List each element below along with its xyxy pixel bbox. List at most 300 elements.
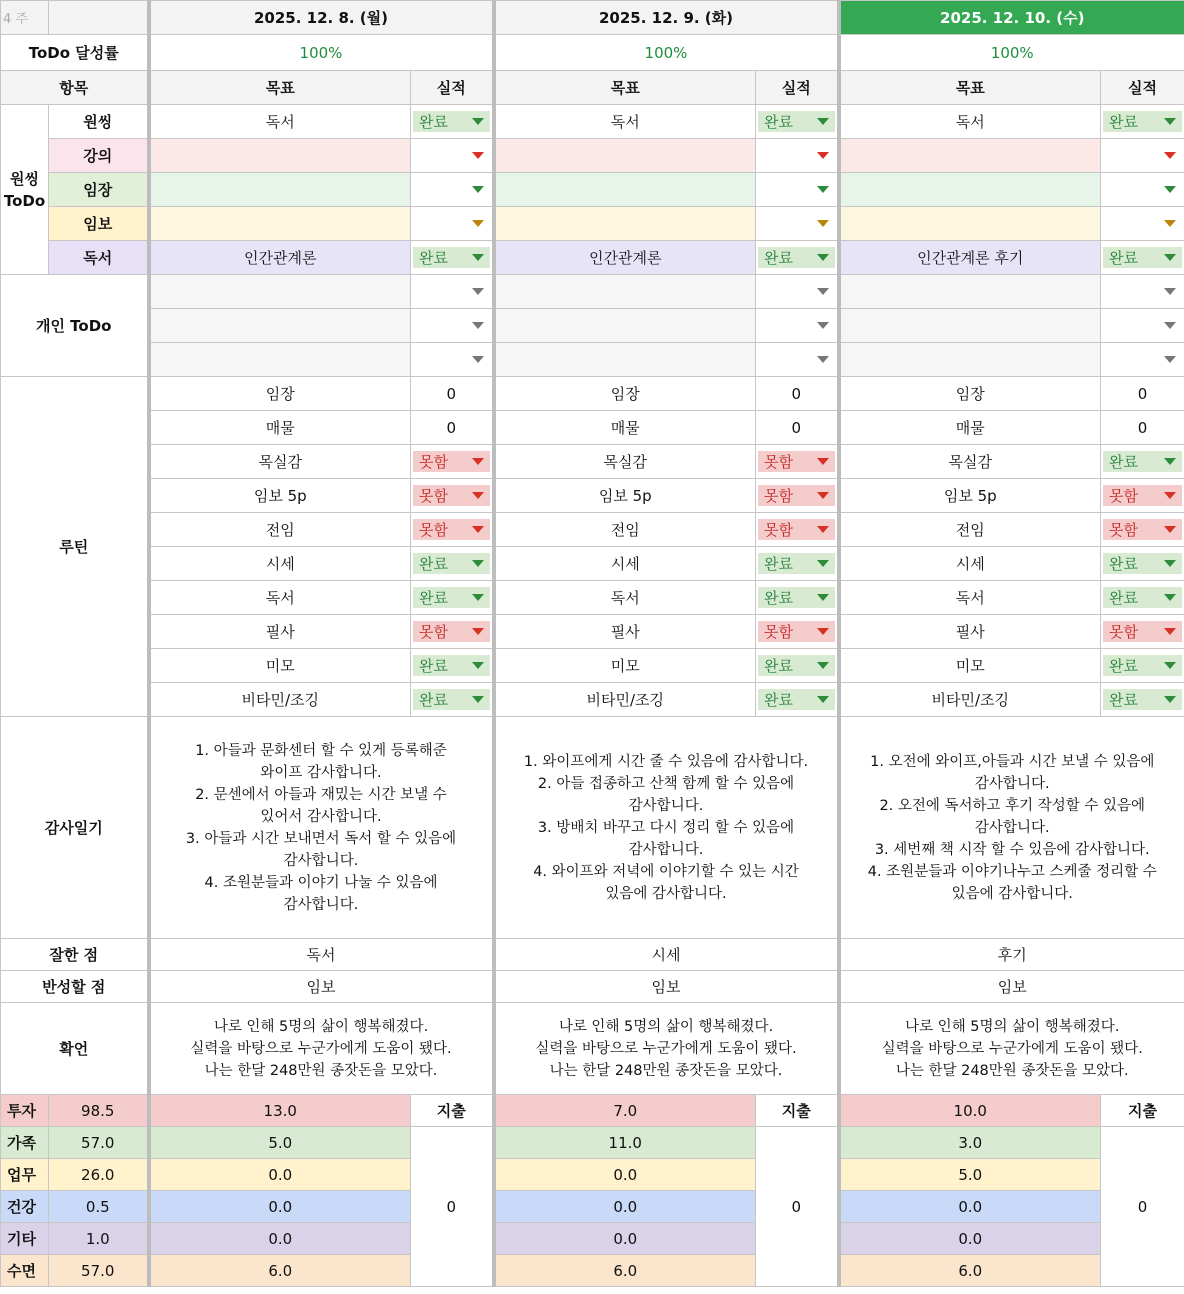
status-dropdown[interactable] — [1101, 173, 1184, 207]
status-dropdown[interactable] — [756, 241, 839, 275]
onething-goal[interactable]: 독서 — [149, 105, 411, 139]
chevron-down-icon[interactable] — [472, 356, 484, 363]
chevron-down-icon[interactable] — [817, 220, 829, 227]
chevron-down-icon[interactable] — [472, 594, 484, 601]
result-header: 실적 — [1101, 71, 1184, 105]
chevron-down-icon[interactable] — [817, 594, 829, 601]
status-dropdown[interactable] — [411, 139, 494, 173]
routine-goal: 매물 — [149, 411, 411, 445]
status-dropdown[interactable] — [756, 207, 839, 241]
time-value[interactable]: 5.0 — [149, 1127, 411, 1159]
status-chip[interactable] — [413, 587, 490, 608]
time-category: 업무 — [1, 1159, 49, 1191]
status-dropdown[interactable] — [411, 615, 494, 649]
status-chip[interactable] — [1103, 322, 1182, 329]
chevron-down-icon[interactable] — [817, 118, 829, 125]
status-chip[interactable] — [1103, 247, 1182, 268]
sheet-row — [1, 1191, 1184, 1223]
onething-category: 원씽 — [49, 105, 149, 139]
status-chip[interactable] — [413, 356, 490, 363]
status-dropdown[interactable] — [1101, 649, 1184, 683]
chevron-down-icon[interactable] — [817, 458, 829, 465]
status-chip[interactable] — [413, 186, 490, 193]
gratitude-entry-2[interactable] — [494, 717, 839, 939]
status-chip[interactable] — [758, 186, 835, 193]
chevron-down-icon[interactable] — [1164, 186, 1176, 193]
time-value[interactable]: 0.0 — [494, 1159, 756, 1191]
onething-goal[interactable]: 독서 — [839, 105, 1101, 139]
routine-goal: 비타민/조깅 — [494, 683, 756, 717]
status-chip[interactable] — [1103, 288, 1182, 295]
status-chip[interactable] — [1103, 356, 1182, 363]
status-chip[interactable] — [413, 288, 490, 295]
status-chip[interactable] — [413, 689, 490, 710]
status-dropdown[interactable] — [1101, 343, 1184, 377]
status-dropdown[interactable] — [756, 105, 839, 139]
time-category: 가족 — [1, 1127, 49, 1159]
routine-goal: 임보 5p — [839, 479, 1101, 513]
time-value[interactable]: 7.0 — [494, 1095, 756, 1127]
onething-goal[interactable]: 인간관계론 후기 — [839, 241, 1101, 275]
onething-goal[interactable] — [839, 173, 1101, 207]
time-total: 57.0 — [49, 1127, 149, 1159]
routine-goal: 필사 — [149, 615, 411, 649]
status-chip[interactable] — [413, 485, 490, 506]
status-label: 못함 — [1109, 487, 1138, 505]
time-total: 1.0 — [49, 1223, 149, 1255]
routine-count[interactable]: 0 — [756, 411, 839, 445]
sheet-row — [1, 71, 1184, 105]
time-category: 수면 — [1, 1255, 49, 1287]
status-dropdown[interactable] — [1101, 445, 1184, 479]
status-chip[interactable] — [1103, 451, 1182, 472]
time-category: 투자 — [1, 1095, 49, 1127]
time-total: 57.0 — [49, 1255, 149, 1287]
personal-goal[interactable] — [494, 309, 756, 343]
blank — [49, 1, 149, 35]
reflect-value[interactable]: 임보 — [494, 971, 839, 1003]
status-dropdown[interactable] — [1101, 275, 1184, 309]
status-label: 못함 — [419, 453, 448, 471]
routine-goal: 시세 — [839, 547, 1101, 581]
status-chip[interactable] — [413, 655, 490, 676]
onething-goal[interactable]: 독서 — [494, 105, 756, 139]
status-chip[interactable] — [1103, 655, 1182, 676]
sheet-row — [1, 717, 1184, 939]
gratitude-line: 감사합니다. — [974, 775, 1050, 792]
gratitude-line: 있음에 감사합니다. — [605, 885, 727, 902]
time-value[interactable]: 0.0 — [494, 1223, 756, 1255]
status-chip[interactable] — [758, 152, 835, 159]
routine-goal: 비타민/조깅 — [839, 683, 1101, 717]
status-chip[interactable] — [1103, 111, 1182, 132]
chevron-down-icon[interactable] — [817, 152, 829, 159]
time-value[interactable]: 0.0 — [839, 1191, 1101, 1223]
chevron-down-icon[interactable] — [817, 288, 829, 295]
status-dropdown[interactable] — [1101, 479, 1184, 513]
onething-goal[interactable] — [494, 207, 756, 241]
routine-goal: 임장 — [149, 377, 411, 411]
onething-goal[interactable] — [494, 173, 756, 207]
status-label: 완료 — [1109, 691, 1138, 709]
status-label: 완료 — [1109, 113, 1138, 131]
time-category: 건강 — [1, 1191, 49, 1223]
routine-goal: 독서 — [494, 581, 756, 615]
status-dropdown[interactable] — [756, 139, 839, 173]
status-label: 못함 — [764, 623, 793, 641]
sheet-row — [1, 1255, 1184, 1287]
chevron-down-icon[interactable] — [472, 186, 484, 193]
chevron-down-icon[interactable] — [1164, 288, 1176, 295]
personal-goal[interactable] — [839, 309, 1101, 343]
chevron-down-icon[interactable] — [1164, 458, 1176, 465]
onething-goal[interactable] — [149, 173, 411, 207]
status-dropdown[interactable] — [1101, 105, 1184, 139]
status-chip[interactable] — [758, 322, 835, 329]
sheet-row — [1, 275, 1184, 309]
status-dropdown[interactable] — [756, 615, 839, 649]
status-dropdown[interactable] — [756, 479, 839, 513]
rate-value-1: 100% — [149, 35, 494, 71]
personal-goal[interactable] — [149, 343, 411, 377]
chevron-down-icon[interactable] — [472, 560, 484, 567]
onething-goal[interactable] — [149, 207, 411, 241]
status-dropdown[interactable] — [411, 513, 494, 547]
status-dropdown[interactable] — [756, 683, 839, 717]
expense-value[interactable]: 0 — [756, 1127, 839, 1287]
chevron-down-icon[interactable] — [472, 662, 484, 669]
status-label: 완료 — [1109, 555, 1138, 573]
day-date-1: 2025. 12. 8. (월) — [149, 1, 494, 35]
status-chip[interactable] — [413, 152, 490, 159]
chevron-down-icon[interactable] — [817, 356, 829, 363]
onething-goal[interactable] — [149, 139, 411, 173]
status-dropdown[interactable] — [1101, 581, 1184, 615]
status-dropdown[interactable] — [1101, 241, 1184, 275]
status-chip[interactable] — [1103, 152, 1182, 159]
status-label: 완료 — [419, 249, 448, 267]
status-chip[interactable] — [1103, 553, 1182, 574]
chevron-down-icon[interactable] — [817, 322, 829, 329]
status-dropdown[interactable] — [756, 581, 839, 615]
status-label: 완료 — [1109, 249, 1138, 267]
status-dropdown[interactable] — [411, 649, 494, 683]
good-value[interactable]: 후기 — [839, 939, 1184, 971]
status-dropdown[interactable] — [756, 445, 839, 479]
gratitude-line: 1. 아들과 문화센터 할 수 있게 등록해준 — [195, 742, 447, 759]
onething-goal[interactable] — [839, 139, 1101, 173]
status-chip[interactable] — [413, 553, 490, 574]
chevron-down-icon[interactable] — [1164, 696, 1176, 703]
personal-goal[interactable] — [494, 343, 756, 377]
time-value[interactable]: 0.0 — [149, 1223, 411, 1255]
time-value[interactable]: 11.0 — [494, 1127, 756, 1159]
chevron-down-icon[interactable] — [1164, 356, 1176, 363]
personal-goal[interactable] — [839, 343, 1101, 377]
time-value[interactable]: 0.0 — [494, 1191, 756, 1223]
onething-category: 강의 — [49, 139, 149, 173]
onething-goal[interactable]: 인간관계론 — [494, 241, 756, 275]
onething-goal[interactable] — [494, 139, 756, 173]
status-chip[interactable] — [1103, 689, 1182, 710]
routine-goal: 필사 — [839, 615, 1101, 649]
rate-label: ToDo 달성률 — [1, 35, 149, 71]
chevron-down-icon[interactable] — [472, 288, 484, 295]
chevron-down-icon[interactable] — [1164, 254, 1176, 261]
chevron-down-icon[interactable] — [1164, 594, 1176, 601]
gratitude-entry-1[interactable] — [149, 717, 494, 939]
routine-goal: 임장 — [839, 377, 1101, 411]
gratitude-line: 감사합니다. — [628, 797, 704, 814]
status-dropdown[interactable] — [1101, 207, 1184, 241]
affirmation-line: 실력을 바탕으로 누군가에게 도움이 됐다. — [190, 1040, 452, 1057]
status-dropdown[interactable] — [411, 343, 494, 377]
chevron-down-icon[interactable] — [1164, 560, 1176, 567]
status-dropdown[interactable] — [1101, 309, 1184, 343]
status-dropdown[interactable] — [411, 173, 494, 207]
status-dropdown[interactable] — [1101, 547, 1184, 581]
status-chip[interactable] — [1103, 587, 1182, 608]
status-dropdown[interactable] — [756, 309, 839, 343]
chevron-down-icon[interactable] — [472, 220, 484, 227]
personal-goal[interactable] — [494, 275, 756, 309]
personal-goal[interactable] — [149, 275, 411, 309]
gratitude-line: 있음에 감사합니다. — [951, 885, 1073, 902]
sheet-row — [1, 615, 1184, 649]
status-label: 못함 — [1109, 623, 1138, 641]
chevron-down-icon[interactable] — [472, 322, 484, 329]
status-dropdown[interactable] — [756, 547, 839, 581]
chevron-down-icon[interactable] — [817, 186, 829, 193]
gratitude-entry-3[interactable] — [839, 717, 1184, 939]
chevron-down-icon[interactable] — [1164, 118, 1176, 125]
gratitude-line: 감사합니다. — [974, 819, 1050, 836]
onething-category: 임보 — [49, 207, 149, 241]
sheet-row — [1, 35, 1184, 71]
time-value[interactable]: 13.0 — [149, 1095, 411, 1127]
status-dropdown[interactable] — [756, 649, 839, 683]
expense-label: 지출 — [411, 1095, 494, 1127]
expense-label: 지출 — [756, 1095, 839, 1127]
sheet-row — [1, 139, 1184, 173]
chevron-down-icon[interactable] — [1164, 322, 1176, 329]
chevron-down-icon[interactable] — [817, 662, 829, 669]
personal-goal[interactable] — [839, 275, 1101, 309]
reflect-value[interactable]: 임보 — [149, 971, 494, 1003]
status-label: 완료 — [419, 657, 448, 675]
good-label: 잘한 점 — [1, 939, 149, 971]
time-value[interactable]: 3.0 — [839, 1127, 1101, 1159]
chevron-down-icon[interactable] — [817, 696, 829, 703]
chevron-down-icon[interactable] — [817, 492, 829, 499]
status-chip[interactable] — [1103, 186, 1182, 193]
status-label: 완료 — [764, 589, 793, 607]
sheet-row — [1, 513, 1184, 547]
chevron-down-icon[interactable] — [472, 628, 484, 635]
chevron-down-icon[interactable] — [1164, 662, 1176, 669]
affirmation-entry[interactable] — [149, 1003, 494, 1095]
item-header: 항목 — [1, 71, 149, 105]
status-label: 완료 — [1109, 453, 1138, 471]
affirmation-label: 확언 — [1, 1003, 149, 1095]
status-label: 못함 — [764, 453, 793, 471]
chevron-down-icon[interactable] — [1164, 492, 1176, 499]
status-chip[interactable] — [758, 689, 835, 710]
status-dropdown[interactable] — [411, 547, 494, 581]
time-value[interactable]: 5.0 — [839, 1159, 1101, 1191]
status-chip[interactable] — [413, 621, 490, 642]
chevron-down-icon[interactable] — [817, 526, 829, 533]
chevron-down-icon[interactable] — [472, 254, 484, 261]
status-dropdown[interactable] — [411, 445, 494, 479]
status-chip[interactable] — [758, 247, 835, 268]
rate-value-3: 100% — [839, 35, 1184, 71]
status-chip[interactable] — [758, 356, 835, 363]
status-chip[interactable] — [413, 247, 490, 268]
chevron-down-icon[interactable] — [472, 152, 484, 159]
status-chip[interactable] — [413, 519, 490, 540]
status-chip[interactable] — [758, 288, 835, 295]
status-chip[interactable] — [758, 111, 835, 132]
chevron-down-icon[interactable] — [472, 118, 484, 125]
chevron-down-icon[interactable] — [817, 560, 829, 567]
time-value[interactable]: 0.0 — [149, 1159, 411, 1191]
status-label: 완료 — [1109, 657, 1138, 675]
status-chip[interactable] — [1103, 621, 1182, 642]
time-value[interactable]: 10.0 — [839, 1095, 1101, 1127]
routine-goal: 독서 — [839, 581, 1101, 615]
sheet-row — [1, 581, 1184, 615]
status-dropdown[interactable] — [411, 105, 494, 139]
affirmation-line: 나로 인해 5명의 삶이 행복해졌다. — [213, 1018, 429, 1035]
sheet-row — [1, 241, 1184, 275]
routine-count[interactable]: 0 — [1101, 411, 1184, 445]
status-label: 완료 — [419, 691, 448, 709]
status-chip[interactable] — [758, 587, 835, 608]
chevron-down-icon[interactable] — [472, 696, 484, 703]
status-dropdown[interactable] — [411, 275, 494, 309]
status-chip[interactable] — [758, 621, 835, 642]
sheet-row — [1, 343, 1184, 377]
expense-value[interactable]: 0 — [411, 1127, 494, 1287]
chevron-down-icon[interactable] — [1164, 220, 1176, 227]
time-value[interactable]: 6.0 — [839, 1255, 1101, 1287]
personal-goal[interactable] — [149, 309, 411, 343]
status-chip[interactable] — [758, 451, 835, 472]
status-dropdown[interactable] — [411, 241, 494, 275]
chevron-down-icon[interactable] — [1164, 152, 1176, 159]
sheet-row — [1, 1095, 1184, 1127]
expense-value[interactable]: 0 — [1101, 1127, 1184, 1287]
status-label: 완료 — [1109, 589, 1138, 607]
status-dropdown[interactable] — [411, 309, 494, 343]
status-dropdown[interactable] — [1101, 615, 1184, 649]
chevron-down-icon[interactable] — [472, 458, 484, 465]
good-value[interactable]: 독서 — [149, 939, 494, 971]
routine-count[interactable]: 0 — [756, 377, 839, 411]
chevron-down-icon[interactable] — [472, 526, 484, 533]
status-dropdown[interactable] — [411, 683, 494, 717]
chevron-down-icon[interactable] — [817, 628, 829, 635]
status-label: 못함 — [1109, 521, 1138, 539]
routine-goal: 매물 — [494, 411, 756, 445]
time-value[interactable]: 0.0 — [149, 1191, 411, 1223]
good-value[interactable]: 시세 — [494, 939, 839, 971]
goal-header: 목표 — [149, 71, 411, 105]
status-label: 완료 — [419, 589, 448, 607]
status-chip[interactable] — [413, 451, 490, 472]
chevron-down-icon[interactable] — [472, 492, 484, 499]
onething-goal[interactable]: 인간관계론 — [149, 241, 411, 275]
affirmation-line: 나는 한달 248만원 종잣돈을 모았다. — [549, 1062, 783, 1079]
onething-category: 임장 — [49, 173, 149, 207]
status-dropdown[interactable] — [411, 479, 494, 513]
gratitude-line: 감사합니다. — [283, 852, 359, 869]
status-dropdown[interactable] — [1101, 513, 1184, 547]
time-value[interactable]: 6.0 — [149, 1255, 411, 1287]
status-chip[interactable] — [413, 220, 490, 227]
sheet-row — [1, 1223, 1184, 1255]
status-chip[interactable] — [758, 519, 835, 540]
chevron-down-icon[interactable] — [1164, 526, 1176, 533]
chevron-down-icon[interactable] — [1164, 628, 1176, 635]
onething-goal[interactable] — [839, 207, 1101, 241]
chevron-down-icon[interactable] — [817, 254, 829, 261]
status-chip[interactable] — [758, 485, 835, 506]
sheet-row — [1, 207, 1184, 241]
routine-count[interactable]: 0 — [411, 411, 494, 445]
routine-group-label: 루틴 — [1, 377, 149, 717]
routine-goal: 목실감 — [149, 445, 411, 479]
routine-goal: 미모 — [149, 649, 411, 683]
status-chip[interactable] — [413, 111, 490, 132]
affirmation-entry[interactable] — [494, 1003, 839, 1095]
gratitude-line: 1. 와이프에게 시간 줄 수 있음에 감사합니다. — [523, 753, 809, 770]
time-value[interactable]: 0.0 — [839, 1223, 1101, 1255]
status-dropdown[interactable] — [1101, 139, 1184, 173]
day-date-3: 2025. 12. 10. (수) — [839, 1, 1184, 35]
status-chip[interactable] — [1103, 485, 1182, 506]
status-chip[interactable] — [758, 553, 835, 574]
status-chip[interactable] — [758, 220, 835, 227]
reflect-value[interactable]: 임보 — [839, 971, 1184, 1003]
status-chip[interactable] — [1103, 519, 1182, 540]
affirmation-entry[interactable] — [839, 1003, 1184, 1095]
status-dropdown[interactable] — [411, 207, 494, 241]
status-label: 못함 — [764, 487, 793, 505]
status-dropdown[interactable] — [1101, 683, 1184, 717]
status-dropdown[interactable] — [756, 173, 839, 207]
status-label: 완료 — [764, 113, 793, 131]
status-chip[interactable] — [413, 322, 490, 329]
status-label: 못함 — [419, 487, 448, 505]
routine-goal: 임장 — [494, 377, 756, 411]
status-chip[interactable] — [1103, 220, 1182, 227]
routine-count[interactable]: 0 — [1101, 377, 1184, 411]
status-dropdown[interactable] — [756, 343, 839, 377]
onething-category: 독서 — [49, 241, 149, 275]
time-value[interactable]: 6.0 — [494, 1255, 756, 1287]
routine-goal: 목실감 — [839, 445, 1101, 479]
status-dropdown[interactable] — [756, 513, 839, 547]
gratitude-line: 3. 아들과 시간 보내면서 독서 할 수 있음에 — [185, 830, 457, 847]
status-chip[interactable] — [758, 655, 835, 676]
gratitude-line: 3. 세번째 책 시작 할 수 있음에 감사합니다. — [874, 841, 1150, 858]
routine-count[interactable]: 0 — [411, 377, 494, 411]
status-dropdown[interactable] — [411, 581, 494, 615]
routine-goal: 임보 5p — [494, 479, 756, 513]
status-dropdown[interactable] — [756, 275, 839, 309]
